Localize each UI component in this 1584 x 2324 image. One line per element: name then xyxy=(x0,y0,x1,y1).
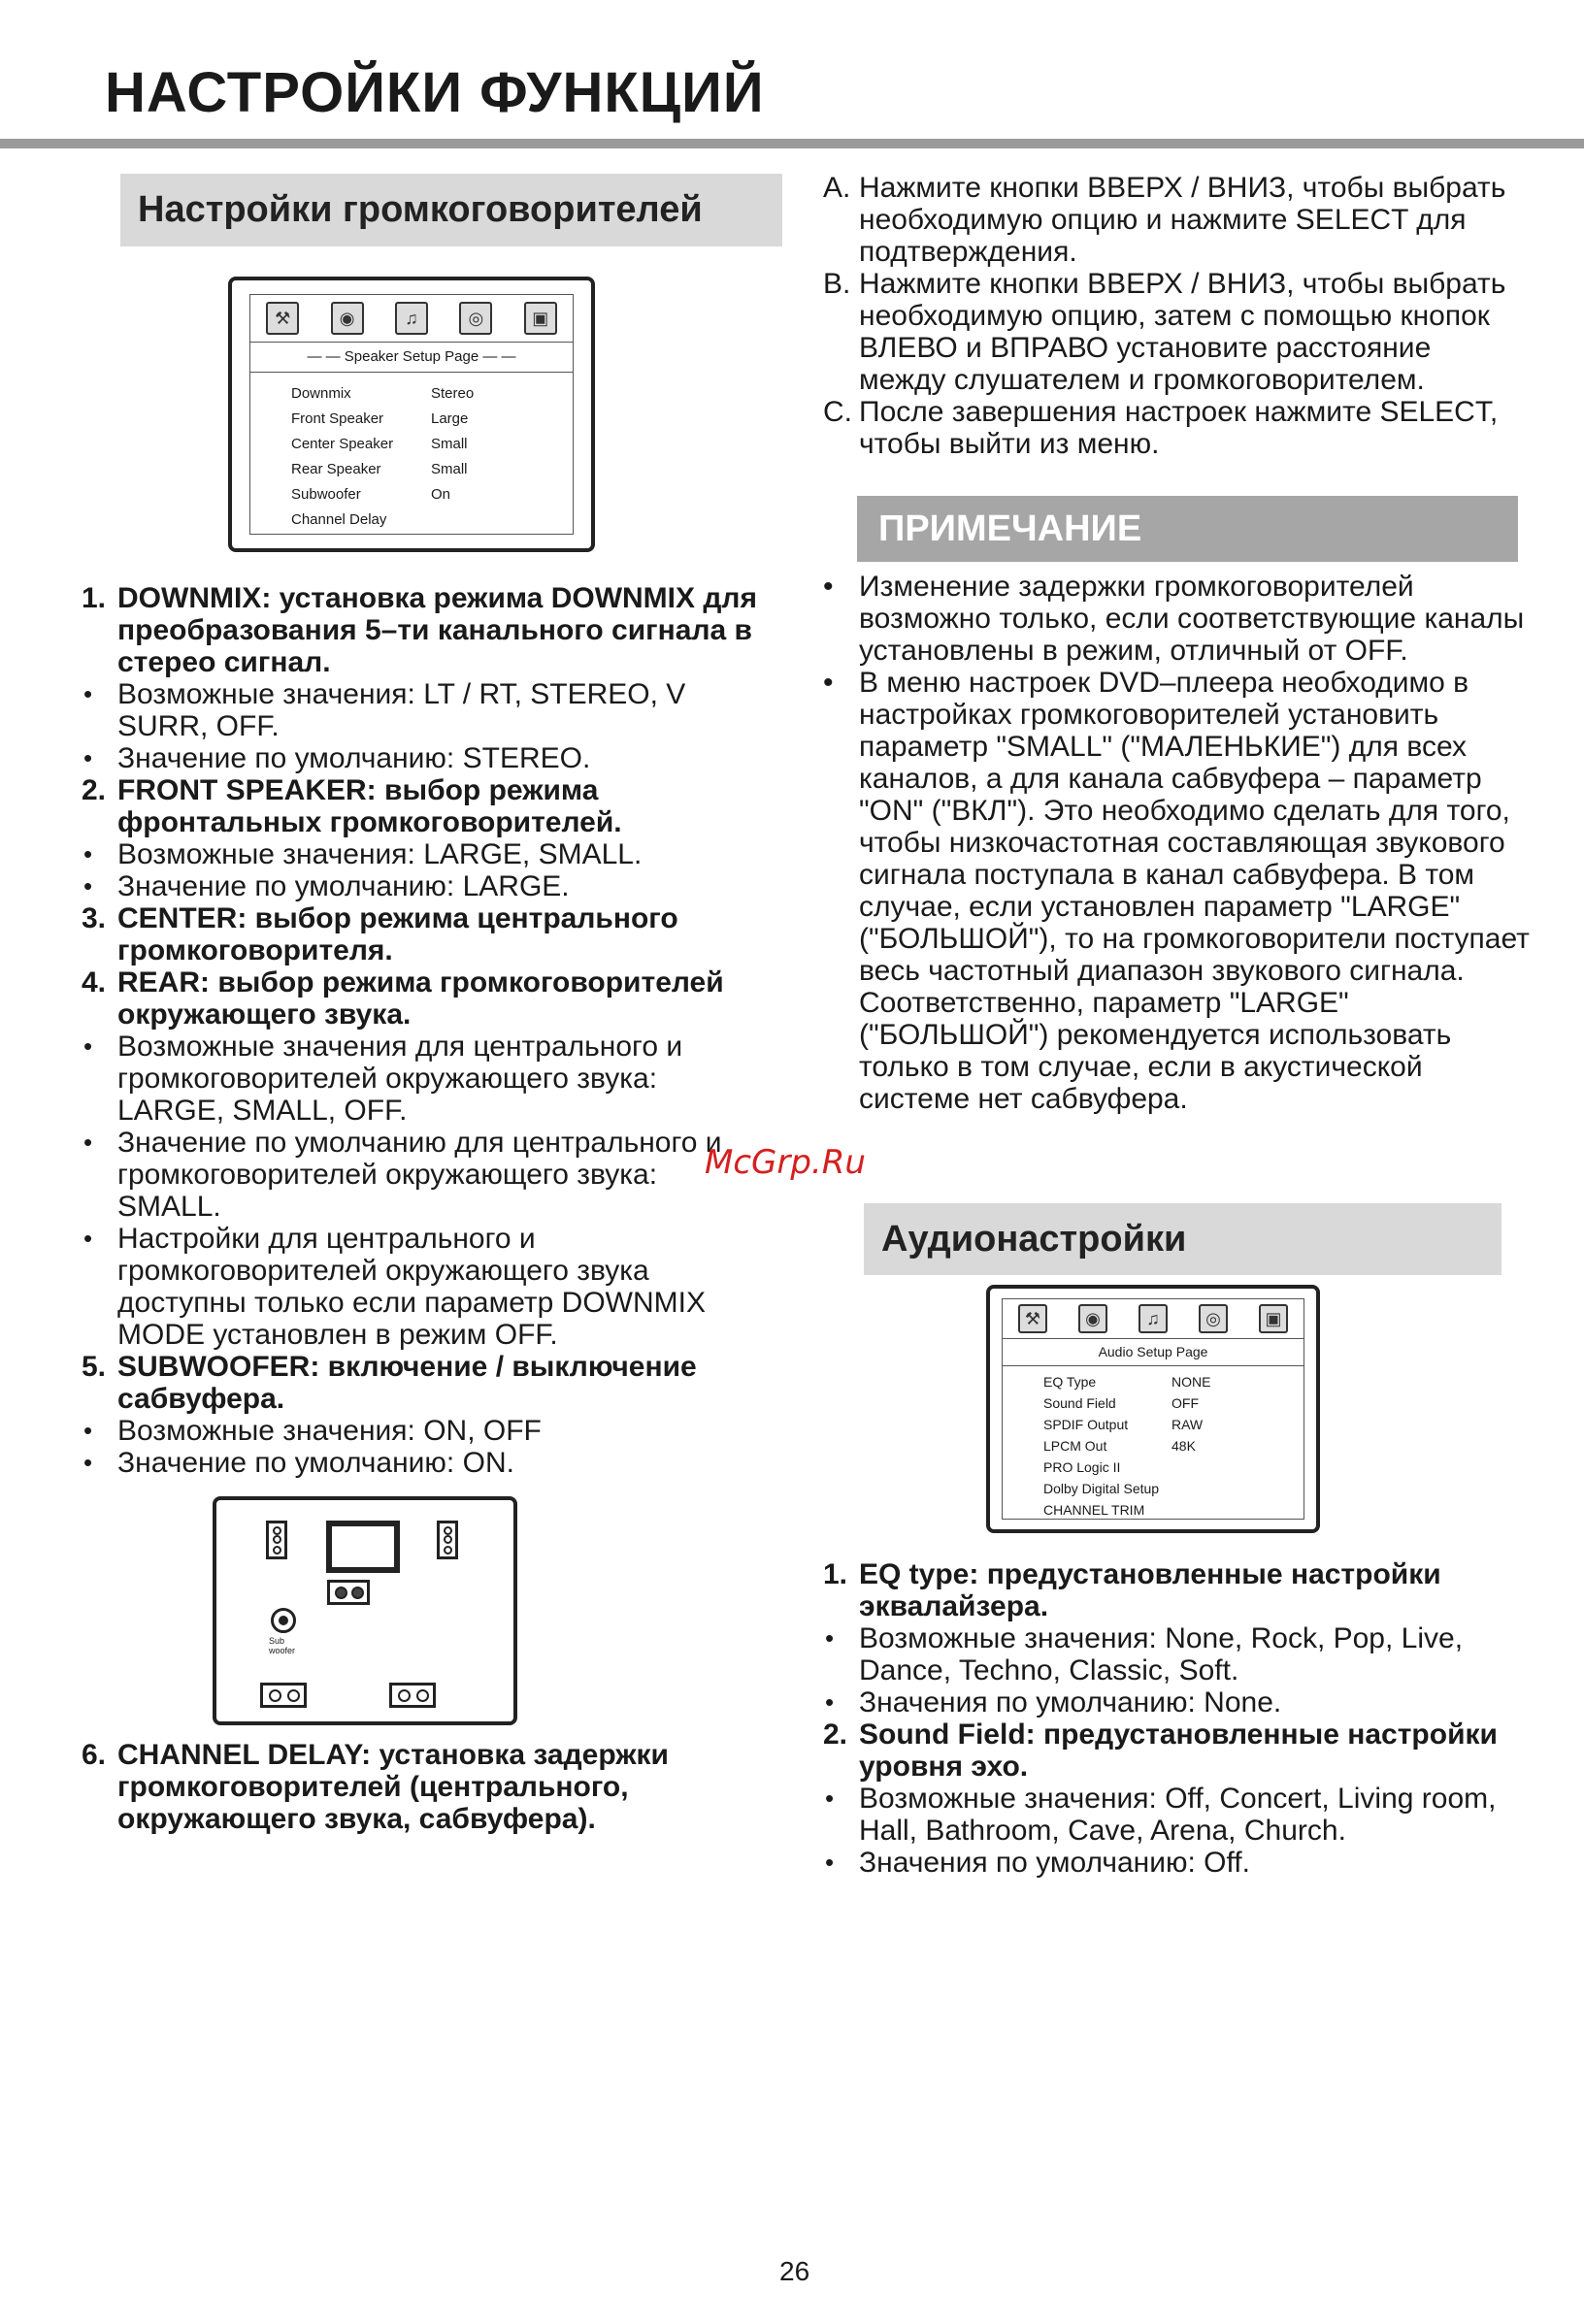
picture-icon: ▣ xyxy=(524,302,557,335)
audio-icon: ♫ xyxy=(1138,1304,1168,1333)
menu-row-value: Small xyxy=(431,435,468,452)
menu-row-label: SPDIF Output xyxy=(1043,1417,1129,1432)
list-text: Возможные значения: Off, Concert, Living room, Hall, Bathroom, Cave, Arena, Church. xyxy=(859,1783,1497,1847)
menu-row-label: Sound Field xyxy=(1043,1395,1116,1411)
list-marker: 3. xyxy=(82,902,107,934)
list-item xyxy=(82,678,761,742)
picture-icon: ▣ xyxy=(1259,1304,1288,1333)
list-marker: B. xyxy=(823,268,851,300)
numbered-item xyxy=(82,582,761,678)
list-marker: 2. xyxy=(82,774,107,806)
list-text: Возможные значения для центрального и громкоговорителей окружающего звука: LARGE, SMALL, OFF. xyxy=(117,1031,683,1127)
speaker-setup-menu xyxy=(228,277,595,552)
numbered-item xyxy=(823,1718,1532,1783)
list-marker: • xyxy=(823,571,834,603)
list-text: В меню настроек DVD–плеера необходимо в настройках громкоговорителей установить параметр "SMALL" ("МАЛЕНЬКИЕ") для всех каналов, а для канала сабвуфера – параметр "ON" ("ВКЛ"). Это необходимо сделать для того, чтобы низкочастотная составляющая звукового сигнала поступала в канал сабвуфера. В том случае, если установлен параметр "LARGE" ("БОЛЬШОЙ"), то на громкоговорители поступает весь частотный диапазон звукового сигнала. Соответственно, параметр "LARGE" ("БОЛЬШОЙ") рекомендуется использовать только в том случае, если в акустической системе нет сабвуфера. xyxy=(859,667,1530,1115)
list-marker: • xyxy=(83,743,93,772)
numbered-item xyxy=(823,1558,1532,1622)
note-list xyxy=(823,571,1532,1115)
list-item xyxy=(823,1847,1532,1879)
subwoofer-label: Sub woofer xyxy=(269,1636,296,1655)
menu-row-label: CHANNEL TRIM xyxy=(1043,1502,1145,1518)
menu-row-label: PRO Logic II xyxy=(1043,1459,1121,1475)
list-marker: • xyxy=(83,1128,93,1157)
wrench-icon: ⚒ xyxy=(266,302,299,335)
note-title: ПРИМЕЧАНИЕ xyxy=(878,507,1142,549)
menu-row-value xyxy=(1172,1457,1257,1478)
list-marker: • xyxy=(83,679,93,708)
list-marker: • xyxy=(83,839,93,868)
menu-row[interactable] xyxy=(1043,1435,1257,1457)
list-marker: 5. xyxy=(82,1351,107,1383)
list-text: Возможные значения: ON, OFF xyxy=(117,1415,542,1447)
audio-menu-table xyxy=(1043,1371,1257,1521)
menu-row-label: Rear Speaker xyxy=(291,460,381,477)
list-marker: 2. xyxy=(823,1718,848,1751)
menu-row[interactable] xyxy=(1043,1457,1257,1478)
list-text: DOWNMIX: установка режима DOWNMIX для преобразования 5–ти канального сигнала в стерео сигнал. xyxy=(117,582,757,678)
list-text: Возможные значения: LARGE, SMALL. xyxy=(117,838,643,870)
disc-icon: ◎ xyxy=(1199,1304,1228,1333)
list-item xyxy=(82,838,761,870)
numbered-item xyxy=(82,1739,761,1835)
list-item xyxy=(823,571,1532,667)
menu-row-value xyxy=(431,507,524,532)
list-text: Значение по умолчанию: STEREO. xyxy=(117,742,591,774)
list-text: SUBWOOFER: включение / выключение сабвуфера. xyxy=(117,1351,697,1415)
speaker-section-header xyxy=(120,174,782,246)
menu-row-value xyxy=(1172,1478,1257,1499)
menu-row[interactable] xyxy=(291,406,524,431)
title-rule xyxy=(0,139,1584,148)
menu-row[interactable] xyxy=(291,507,524,532)
menu-row[interactable] xyxy=(291,456,524,481)
list-marker: 1. xyxy=(82,582,107,614)
menu-row-label: Channel Delay xyxy=(291,510,387,528)
list-item xyxy=(823,1622,1532,1686)
list-marker: • xyxy=(823,667,834,699)
numbered-item xyxy=(82,966,761,1031)
menu-row-label: Center Speaker xyxy=(291,435,394,452)
menu-row-label: Front Speaker xyxy=(291,409,384,427)
list-item xyxy=(82,742,761,774)
list-text: CHANNEL DELAY: установка задержки громкоговорителей (центрального, окружающего звука, сабвуфера). xyxy=(117,1739,669,1835)
menu-row[interactable] xyxy=(291,380,524,406)
menu-header: Audio Setup Page xyxy=(1003,1338,1304,1366)
audio-section-header xyxy=(864,1203,1502,1275)
list-item xyxy=(823,1686,1532,1718)
list-text: Возможные значения: None, Rock, Pop, Live, Dance, Techno, Classic, Soft. xyxy=(859,1622,1464,1686)
list-marker: 6. xyxy=(82,1739,107,1771)
menu-row[interactable] xyxy=(291,481,524,507)
list-text: Нажмите кнопки ВВЕРХ / ВНИЗ, чтобы выбрать необходимую опцию и нажмите SELECT для подтверждения. xyxy=(859,172,1506,268)
list-text: Значения по умолчанию: None. xyxy=(859,1686,1282,1718)
rear-left-speaker xyxy=(260,1683,307,1708)
list-text: После завершения настроек нажмите SELECT, чтобы выйти из меню. xyxy=(859,396,1499,460)
list-text: Настройки для центрального и громкоговорителей окружающего звука доступны только если параметр DOWNMIX MODE установлен в режим OFF. xyxy=(117,1223,706,1351)
list-marker: A. xyxy=(823,172,851,204)
menu-row-value: Stereo xyxy=(431,384,475,402)
note-header xyxy=(857,496,1518,562)
menu-row-value: RAW xyxy=(1172,1417,1204,1432)
menu-row-value: Small xyxy=(431,460,468,477)
list-text: FRONT SPEAKER: выбор режима фронтальных громкоговорителей. xyxy=(117,774,622,838)
list-item xyxy=(823,396,1522,460)
menu-row-value: On xyxy=(431,485,451,503)
menu-row[interactable] xyxy=(1043,1499,1257,1521)
page-title: НАСТРОЙКИ ФУНКЦИЙ xyxy=(105,61,765,124)
watermark: McGrp.Ru xyxy=(705,1143,866,1182)
front-right-speaker xyxy=(437,1521,458,1559)
audio-section-title: Аудионастройки xyxy=(881,1218,1187,1260)
menu-row-label: EQ Type xyxy=(1043,1374,1097,1390)
list-text: Значение по умолчанию для центрального и громкоговорителей окружающего звука: SMALL. xyxy=(117,1127,722,1223)
list-text: REAR: выбор режима громкоговорителей окружающего звука. xyxy=(117,966,724,1031)
list-marker: 4. xyxy=(82,966,107,998)
menu-row-label: LPCM Out xyxy=(1043,1438,1107,1454)
list-marker: • xyxy=(825,1687,835,1717)
speaker-section-title: Настройки громкоговорителей xyxy=(138,189,703,230)
audio-setup-menu xyxy=(986,1285,1320,1533)
speaker-icon: ◉ xyxy=(331,302,364,335)
list-text: Изменение задержки громкоговорителей возможно только, если соответствующие каналы установлены в режим, отличный от OFF. xyxy=(859,571,1525,667)
menu-header: — — Speaker Setup Page — — xyxy=(250,342,573,373)
menu-row-value xyxy=(1172,1499,1257,1521)
speaker-layout-diagram xyxy=(213,1496,517,1725)
numbered-item xyxy=(82,1351,761,1415)
numbered-item xyxy=(82,902,761,966)
audio-icon: ♫ xyxy=(395,302,428,335)
list-marker: C. xyxy=(823,396,852,428)
list-marker: • xyxy=(83,1448,93,1477)
list-item xyxy=(823,667,1532,1115)
speaker-options-list xyxy=(82,582,761,1479)
list-text: CENTER: выбор режима центрального громкоговорителя. xyxy=(117,902,678,966)
subwoofer-icon xyxy=(271,1608,296,1633)
menu-row[interactable] xyxy=(291,431,524,456)
menu-icon-bar xyxy=(250,295,573,343)
menu-row[interactable] xyxy=(1043,1371,1257,1392)
center-speaker xyxy=(327,1580,370,1605)
list-item xyxy=(82,1127,761,1223)
list-item xyxy=(82,1447,761,1479)
channel-delay-list xyxy=(82,1739,761,1835)
rear-right-speaker xyxy=(389,1683,436,1708)
list-text: Значения по умолчанию: Off. xyxy=(859,1847,1250,1879)
list-marker: • xyxy=(825,1848,835,1877)
menu-row[interactable] xyxy=(1043,1414,1257,1435)
list-marker: • xyxy=(83,1031,93,1061)
menu-icon-bar xyxy=(1003,1299,1304,1339)
speaker-menu-table xyxy=(291,380,524,532)
list-item xyxy=(82,1031,761,1127)
list-marker: • xyxy=(83,1416,93,1445)
list-item xyxy=(823,172,1522,268)
list-text: Значение по умолчанию: ON. xyxy=(117,1447,514,1479)
menu-row[interactable] xyxy=(1043,1478,1257,1499)
front-left-speaker xyxy=(266,1521,287,1559)
list-item xyxy=(82,1415,761,1447)
disc-icon: ◎ xyxy=(459,302,492,335)
list-text: EQ type: предустановленные настройки эквалайзера. xyxy=(859,1558,1441,1622)
list-marker: • xyxy=(83,1224,93,1253)
menu-row-value: NONE xyxy=(1172,1374,1211,1390)
list-text: Возможные значения: LT / RT, STEREO, V SURR, OFF. xyxy=(117,678,686,742)
list-text: Значение по умолчанию: LARGE. xyxy=(117,870,570,902)
menu-row[interactable] xyxy=(1043,1392,1257,1414)
menu-row-label: Subwoofer xyxy=(291,485,361,503)
list-item xyxy=(823,268,1522,396)
list-text: Нажмите кнопки ВВЕРХ / ВНИЗ, чтобы выбрать необходимую опцию, затем с помощью кнопок ВЛЕВО и ВПРАВО установите расстояние между слушателем и громкоговорителем. xyxy=(859,268,1506,396)
instruction-steps xyxy=(823,172,1522,460)
list-marker: • xyxy=(83,871,93,900)
list-item xyxy=(82,870,761,902)
menu-row-value: OFF xyxy=(1172,1395,1199,1411)
page-number: 26 xyxy=(779,2256,810,2286)
menu-row-label: Dolby Digital Setup xyxy=(1043,1481,1160,1496)
speaker-icon: ◉ xyxy=(1078,1304,1107,1333)
list-marker: • xyxy=(825,1784,835,1813)
list-marker: • xyxy=(825,1623,835,1653)
menu-row-value: 48K xyxy=(1172,1438,1196,1454)
menu-row-label: Downmix xyxy=(291,384,351,402)
list-item xyxy=(823,1783,1532,1847)
audio-options-list xyxy=(823,1558,1532,1879)
tv-icon xyxy=(326,1521,400,1573)
menu-row-value: Large xyxy=(431,409,469,427)
wrench-icon: ⚒ xyxy=(1018,1304,1047,1333)
list-text: Sound Field: предустановленные настройки уровня эхо. xyxy=(859,1718,1498,1783)
numbered-item xyxy=(82,774,761,838)
list-item xyxy=(82,1223,761,1351)
list-marker: 1. xyxy=(823,1558,848,1590)
